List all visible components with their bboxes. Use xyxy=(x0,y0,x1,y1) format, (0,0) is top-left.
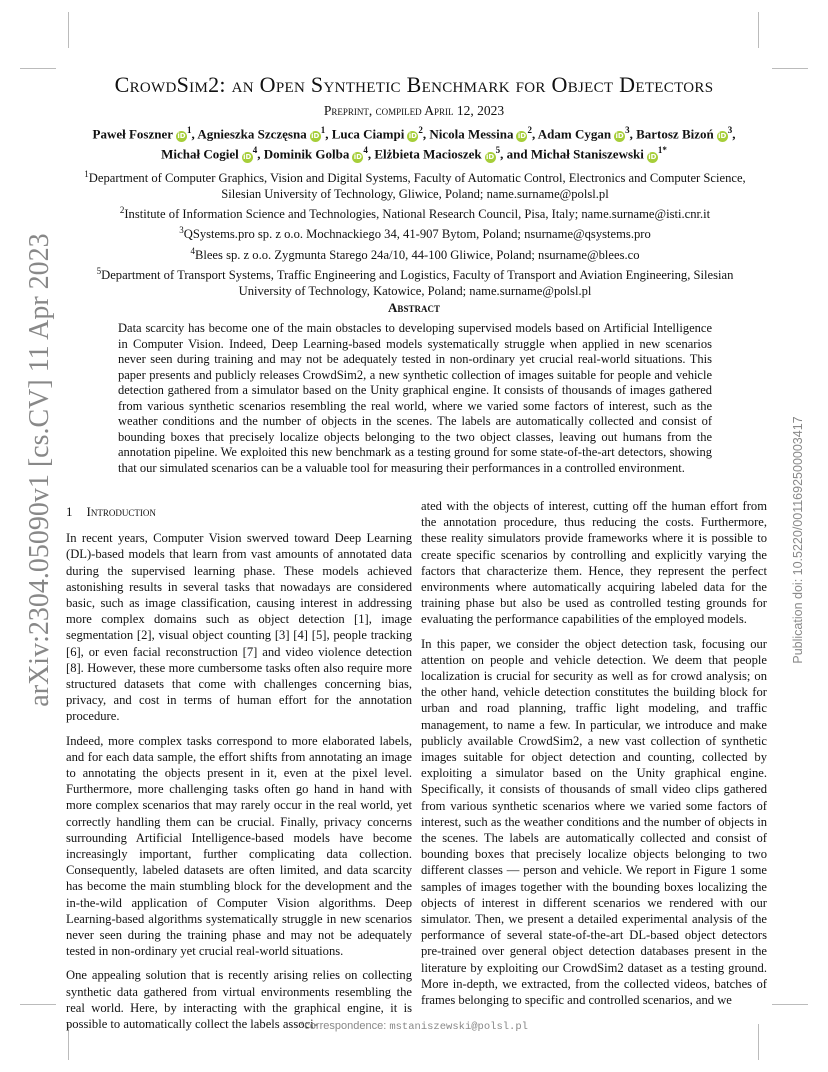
crop-mark xyxy=(758,12,759,48)
author-affiliation-number: 3 xyxy=(625,125,630,135)
correspondence-label: *correspondence: xyxy=(300,1020,387,1032)
author-name: Nicola Messina xyxy=(429,126,514,142)
paragraph: Indeed, more complex tasks correspond to more elaborated labels, and for each data sample, the effort shifts from annotating an image to annotating the objects present in it, even at the pixel level. Furthermore, more challenging tasks often go hand in hand with more complex scenarios that may rarely occur in the real world, yet correctly handling them can be crucial. Finally, privacy concerns surrounding Artificial Intelligence-based models have become increasingly important, further complicating data collection. Consequently, labeled datasets are often limited, and data scarcity has become the main stumbling block for the development and the in-the-wild application of Computer Vision algorithms. Deep Learning-based algorithms systematically struggle in new scenarios never seen during the training phase and may not be adequately tested in non-ordinary yet crucial real-world situations. xyxy=(66,733,412,959)
affiliation xyxy=(72,222,758,242)
paragraph: ated with the objects of interest, cutting off the human effort from the annotation procedure, thus reducing the costs. Furthermore, these reality simulators provide frameworks where it is possible to create specific scenarios by controlling and explicitly varying the factors that characterize them. Hence, they represent the perfect environments where automatically acquiring labeled data for the training phase but also be used as controlled testing grounds for evaluating the performance capabilities of the employed models. xyxy=(421,499,767,627)
orcid-icon[interactable]: iD xyxy=(353,152,362,161)
crop-mark xyxy=(772,68,808,69)
author-affiliation-number: 2 xyxy=(527,125,532,135)
right-column xyxy=(421,498,767,1016)
author-list xyxy=(80,122,748,163)
author-name: Paweł Foszner xyxy=(92,126,174,142)
crop-mark xyxy=(20,1004,56,1005)
affiliation-text: Institute of Information Science and Technologies, National Research Council, Pisa, Italy; name.surname@isti.cnr.it xyxy=(124,207,711,222)
affiliation-text: QSystems.pro sp. z o.o. Mochnackiego 34, 41-907 Bytom, Poland; nsurname@qsystems.pro xyxy=(183,227,651,242)
crop-mark xyxy=(20,68,56,69)
author-affiliation-number: 4 xyxy=(252,145,258,156)
author-line: Michał Cogiel $iD^4$, Dominik Golba $iD^4$, Elżbieta Macioszek $iD^5$, and Michał Staniszewski $iD^{1*}$ xyxy=(161,145,667,162)
author-line: Paweł Foszner $iD^1$, Agnieszka Szczęsna $iD^1$, Luca Ciampi $iD^2$, Nicola Messina $iD^2$, Adam Cygan $iD^3$, Bartosz Bizoń $iD^3$, xyxy=(92,125,736,142)
orcid-icon[interactable]: iD xyxy=(615,132,624,141)
affiliation-number: 4 xyxy=(190,245,195,256)
section-heading xyxy=(66,504,412,520)
affiliation-text: Blees sp. z o.o. Zygmunta Starego 24a/10, 44-100 Gliwice, Poland; nsurname@blees.co xyxy=(194,247,640,262)
author-affiliation-number: 2 xyxy=(418,125,423,135)
orcid-icon[interactable]: iD xyxy=(243,152,252,161)
preprint-line: Preprint, compiled April 12, 2023 xyxy=(323,103,505,118)
author-affiliation-number: 1 xyxy=(320,125,326,135)
affiliation xyxy=(72,166,758,202)
paragraph: In this paper, we consider the object detection task, focusing our attention on people and vehicle detection. We deem that people localization is crucial for security as well as for crowd analysis; on the other hand, vehicle detection constitutes the building block for urban and road planning, traffic light modeling, and traffic management, to name a few. In particular, we introduce and make publicly available CrowdSim2, a new vast collection of synthetic images suitable for object detection and counting, collected by exploiting a simulator based on the Unity graphical engine. Specifically, it consists of thousands of small video clips gathered from various synthetic scenarios where we varied some factors of interest, such as the weather conditions and the number of objects in the scenes. The labels are automatically collected and consist of bounding boxes that precisely localize objects belonging to two different classes — person and vehicle. We report in Figure 1 some samples of images together with the bounding boxes localizing the objects of interest in different scenarios we rendered with our simulator. Then, we present a detailed experimental analysis of the performance of several state-of-the-art DL-based object detectors pre-trained over general object detection databases present in the literature by exploiting our CrowdSim2 dataset as a testing ground. More in-depth, we extracted, from the collected videos, batches of frames belonging to specific and controlled scenarios, and we xyxy=(421,636,767,1008)
affiliation xyxy=(72,243,758,263)
author-name: Dominik Golba xyxy=(263,146,350,162)
author-affiliation-number: 1* xyxy=(657,145,667,156)
affiliation xyxy=(72,263,758,299)
abstract-text: Data scarcity has become one of the main obstacles to developing supervised models based on Artificial Intelligence in Computer Vision. Indeed, Deep Learning-based models systematically struggle when applied in new scenarios never seen during training and may not be adequately tested in non-ordinary yet crucial real-world situations. This paper presents and publicly releases CrowdSim2, a new synthetic collection of images suitable for people and vehicle detection gathered from a simulator based on the Unity graphical engine. It consists of thousands of images gathered from various synthetic scenarios resembling the real world, where we varied some factors of interest, such as the weather conditions and the number of objects in the scenes. The labels are automatically collected and consist of bounding boxes that precisely localize objects belonging to the two object classes, leaving out humans from the annotation pipeline. We exploited this new benchmark as a testing ground for some state-of-the-art detectors, showing that our simulated scenarios can be a valuable tool for measuring their performances in a controlled environment. xyxy=(118,321,712,475)
orcid-icon[interactable]: iD xyxy=(718,132,727,141)
affiliation-text: Department of Transport Systems, Traffic Engineering and Logistics, Faculty of Transport and Aviation Engineering, Silesian University of Technology, Katowice, Poland; name.surname@polsl.pl xyxy=(101,267,734,298)
arxiv-stamp: arXiv:2304.05090v1 [cs.CV] 11 Apr 2023 xyxy=(24,233,55,707)
affiliation-number: 5 xyxy=(96,265,102,276)
doi-stamp: Publication doi: 10.5220/0011692500003417 xyxy=(791,416,805,664)
author-name: Agnieszka Szczęsna xyxy=(197,126,307,142)
orcid-icon[interactable]: iD xyxy=(486,152,495,161)
section-number: 1 xyxy=(66,504,73,519)
footer-correspondence xyxy=(0,1020,828,1033)
author-name: Luca Ciampi xyxy=(331,126,405,142)
left-column xyxy=(66,504,412,1040)
affiliation xyxy=(72,202,758,222)
author-name: and Michał Staniszewski xyxy=(506,146,644,162)
author-affiliation-number: 3 xyxy=(727,125,733,135)
affiliation-number: 1 xyxy=(84,169,89,179)
author-name: Michał Cogiel xyxy=(161,146,239,162)
affiliation-number: 2 xyxy=(119,205,125,216)
author-affiliation-number: 5 xyxy=(495,145,501,156)
section-name: Introduction xyxy=(86,504,156,519)
author-name: Elżbieta Macioszek xyxy=(374,146,482,162)
orcid-icon[interactable]: iD xyxy=(311,132,320,141)
affiliation-text: Department of Computer Graphics, Vision and Digital Systems, Faculty of Automatic Control, Electronics and Computer Science, Silesian University of Technology, Gliwice, Poland; name.surname@polsl.pl xyxy=(88,171,746,202)
orcid-icon[interactable]: iD xyxy=(177,132,186,141)
crop-mark xyxy=(68,12,69,48)
orcid-icon[interactable]: iD xyxy=(517,132,527,141)
paragraph: In recent years, Computer Vision swerved toward Deep Learning (DL)-based models that learn from vast amounts of annotated data during the supervised learning phase. These models achieved astonishing results in several tasks that nowadays are considered basic, such as image classification, causing interest in addressing more complex domains such as object detection [1], image segmentation [2], visual object counting [3] [4] [5], people tracking [6], or even facial reconstruction [7] and video violence detection [8]. However, these more cumbersome tasks often also require more structured datasets that come with challenges concerning bias, privacy, and cost in terms of human effort for the annotation procedure. xyxy=(66,531,412,724)
orcid-icon[interactable]: iD xyxy=(648,152,657,161)
paper-title: CrowdSim2: an Open Synthetic Benchmark for Object Detectors xyxy=(114,72,714,97)
orcid-icon[interactable]: iD xyxy=(408,132,417,141)
abstract-heading: Abstract xyxy=(388,300,440,315)
correspondence-email[interactable]: mstaniszewski@polsl.pl xyxy=(389,1021,528,1033)
affiliation-number: 3 xyxy=(179,225,184,236)
affiliations xyxy=(72,166,758,299)
crop-mark xyxy=(772,1004,808,1005)
author-name: Bartosz Bizoń xyxy=(636,126,714,142)
author-affiliation-number: 1 xyxy=(187,125,192,135)
author-affiliation-number: 4 xyxy=(363,145,368,156)
author-name: Adam Cygan xyxy=(537,126,612,142)
paragraph: One appealing solution that is recently arising relies on collecting synthetic data gathered from virtual environments resembling the real world. Here, by interacting with the graphical engine, it is possible to automatically collect the labels associ- xyxy=(66,968,412,1032)
